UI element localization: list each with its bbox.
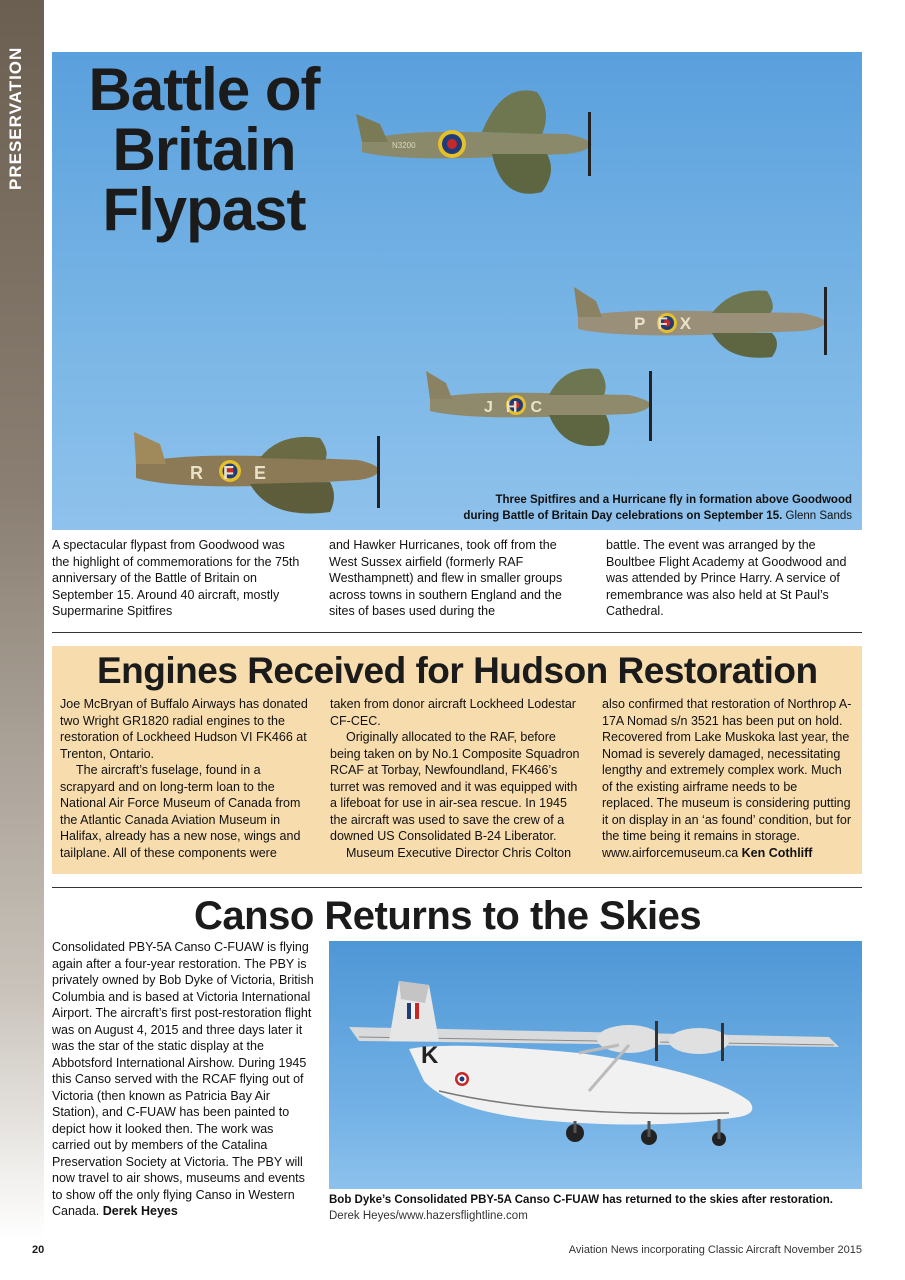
publication-footer: Aviation News incorporating Classic Aircraft November 2015 (568, 1244, 862, 1256)
article2-body (60, 696, 860, 871)
plane-code-rfe: RFE (190, 463, 286, 483)
hurricane-rfe (130, 424, 390, 524)
section-label: PRESERVATION (6, 46, 25, 190)
article1-title: Battle of Britain Flypast (88, 56, 320, 243)
article2-box (52, 646, 862, 874)
article1-col3: battle. The event was arranged by the Boultbee Flight Academy at Goodwood and was attended by Prince Harry. A service of remembrance was also held at St Paul’s Cathedral. (606, 538, 847, 618)
canso-aircraft (329, 941, 862, 1189)
article2-col3: also confirmed that restoration of Northrop A-17A Nomad s/n 3521 has been put on hold. Recovered from Lake Muskoka last year, the Nomad is severely damaged, necessitating lengthy and extremely complex work. Much of the existing airframe needs to be replaced. The museum is considering putting it on display in an ‘as found’ condition, but for the time being it remains in storage. www.airforcemuseum.ca Ken Cothliff (602, 697, 852, 860)
divider (52, 887, 862, 888)
page-number: 20 (32, 1244, 45, 1256)
canso-photo (329, 941, 862, 1189)
spitfire-top (352, 72, 612, 202)
article3-author: Derek Heyes (102, 1204, 178, 1218)
article2-title: Engines Received for Hudson Restoration (97, 650, 818, 691)
plane-code-pfx: PFX (634, 314, 704, 333)
canso-caption: Bob Dyke’s Consolidated PBY-5A Canso C-FUAW has returned to the skies after restoration. Derek Heyes/www.hazersflightline.com (329, 1192, 862, 1224)
divider (52, 632, 862, 633)
article1-col1: A spectacular flypast from Goodwood was the highlight of commemorations for the 75th anniversary of the Battle of Britain on September 15. Around 40 aircraft, mostly Supermarine Spitfires (52, 538, 300, 618)
article3-body: Consolidated PBY-5A Canso C-FUAW is flying again after a four-year restoration. The PBY is privately owned by Bob Dyke of Victoria, British Columbia and is based at Victoria International Airport. The aircraft’s first post-restoration flight was on August 4, 2015 and three days later it was the star of the static display at the Abbotsford International Airshow. During 1945 this Canso served with the RCAF flying out of Victoria (then known as Patricia Bay Air Station), and C-FUAW has been painted to depict how it looked then. The work was carried out by members of the Catalina Preservation Society at Victoria. The PBY will now travel to air shows, museums and events to show off the only flying Canso in Western Canada. Derek Heyes (52, 940, 314, 1218)
article1-body (52, 537, 862, 627)
plane-code-jhc: JHC (484, 399, 556, 416)
canso-code: K (421, 1042, 439, 1069)
article3-title: Canso Returns to the Skies (194, 894, 702, 938)
plane-code-text: N3200 (392, 141, 416, 150)
canso-photo-credit: Derek Heyes/www.hazersflightline.com (329, 1210, 528, 1222)
article2-col1: Joe McBryan of Buffalo Airways has donated two Wright GR1820 radial engines to the restoration of Lockheed Hudson VI FK466 at Trenton, Ontario. The aircraft’s fuselage, found in a scrapyard and on long-term loan to the National Air Force Museum of Canada from the Atlantic Canada Aviation Museum in Halifax, already has a new nose, wings and tailplane. All of these components were (60, 697, 308, 860)
article1-col2: and Hawker Hurricanes, took off from the West Sussex airfield (formerly RAF Westhampnett) and flew in smaller groups across towns in southern England and the sites of bases used during the (329, 538, 563, 618)
photo-credit: Glenn Sands (785, 510, 852, 522)
hero-caption: Three Spitfires and a Hurricane fly in formation above Goodwood during Battle of Britain Day celebrations on September 15. Glenn Sands (463, 494, 852, 522)
article2-col2: taken from donor aircraft Lockheed Lodestar CF-CEC. Originally allocated to the RAF, before being taken on by No.1 Composite Squadron RCAF at Torbay, Newfoundland, FK466’s turret was removed and it was equipped with a lifeboat for use in air-sea rescue. In 1945 the aircraft was used to save the crew of a downed US Consolidated B-24 Liberator. Museum Executive Director Chris Colton (330, 697, 580, 860)
article2-author: Ken Cothliff (741, 845, 813, 860)
spitfire-jhc (424, 357, 664, 457)
spitfire-pfx (572, 277, 842, 367)
hero-photo (52, 52, 862, 530)
